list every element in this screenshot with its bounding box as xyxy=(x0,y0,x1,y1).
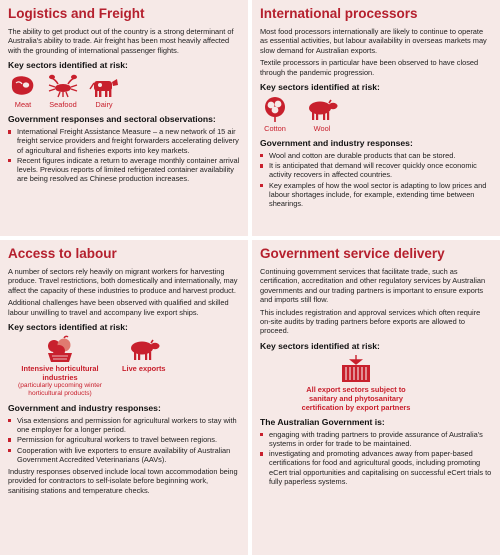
sector-dairy xyxy=(88,73,120,109)
sector-meat xyxy=(8,73,38,109)
sectors-heading: Key sectors identified at risk: xyxy=(8,60,128,71)
sector-wool xyxy=(304,95,340,133)
list-item: Visa extensions and permission for agricultural workers to stay with one employer for a longer period. xyxy=(8,416,240,434)
response-list xyxy=(260,151,492,208)
sectors-heading: Key sectors identified at risk: xyxy=(260,82,380,93)
panel-labour xyxy=(0,240,248,555)
responses-heading: Government and industry responses: xyxy=(8,403,161,414)
sector-label: All export sectors subject to sanitary and phytosanitary certification by export partners xyxy=(301,384,411,412)
outro-text: Industry responses observed include local town accommodation being provided for contractors to self-isolate before beginning work, sanitising stations and temperature checks. xyxy=(8,467,238,495)
list-item: Wool and cotton are durable products that can be stored. xyxy=(260,151,492,160)
sector-horticulture xyxy=(12,335,108,398)
sector-note: (particularly upcoming winter horticultural products) xyxy=(18,382,102,398)
intro-text: Continuing government services that facilitate trade, such as certification, accreditation and other regulatory services by Australian governments and our trading partners is important to ensure exports and imports still flow. xyxy=(260,267,486,305)
list-item: International Freight Assistance Measure – a new network of 15 air freight service providers and freight forwarders accelerating delivery of agricultural and fisheries exports into key markets. xyxy=(8,127,240,155)
intro-text-2: This includes registration and approval services which often require on-site audits by trading partners before exports are allowed to proceed. xyxy=(260,307,481,336)
sector-icons xyxy=(8,73,240,109)
sector-seafood xyxy=(46,73,80,109)
responses-heading: The Australian Government is: xyxy=(260,416,385,427)
sector-label: Dairy xyxy=(95,100,113,110)
panel-title: Logistics and Freight xyxy=(8,6,145,21)
container-icon xyxy=(339,354,373,384)
dairy-icon xyxy=(88,73,120,99)
list-item: Permission for agricultural workers to travel between regions. xyxy=(8,435,240,444)
list-item: Recent figures indicate a return to average monthly container arrival levels. Previous reports of limited refrigerated container availability are being resolved as Chinese production increases. xyxy=(8,156,240,184)
sector-icons xyxy=(260,354,492,412)
list-item: engaging with trading partners to provide assurance of Australia's systems in order for trade to be maintained. xyxy=(260,430,492,448)
sector-label: Seafood xyxy=(49,100,77,110)
sector-label: Intensive horticultural industries xyxy=(21,364,99,383)
intro-text: Most food processors internationally are likely to continue to operate as essential activities, but labour availability in overseas markets may slow demand for Australian exports. xyxy=(260,27,487,55)
sector-all-exports xyxy=(292,354,420,412)
fruit-basket-icon xyxy=(43,335,77,363)
list-item: Cooperation with live exporters to ensure availability of Australian Government Accredited Veterinarians (AAVs). xyxy=(8,446,240,464)
panel-processors xyxy=(252,0,500,236)
sector-label: Cotton xyxy=(264,124,286,134)
sector-icons xyxy=(8,335,240,398)
panel-title: Government service delivery xyxy=(260,246,445,261)
meat-icon xyxy=(8,73,38,99)
sector-icons xyxy=(260,95,492,133)
cotton-icon xyxy=(260,95,290,123)
responses-heading: Government and industry responses: xyxy=(260,138,413,149)
panel-title: International processors xyxy=(260,6,418,21)
list-item: Key examples of how the wool sector is adapting to low prices and labour shortages include, for example, extending time between shearings. xyxy=(260,181,492,209)
sheep-icon xyxy=(126,335,162,363)
sector-label: Meat xyxy=(14,100,32,110)
panel-government xyxy=(252,240,500,555)
list-item: It is anticipated that demand will recover quickly once economic activity recovers in affected countries. xyxy=(260,161,492,179)
sector-live-exports xyxy=(122,335,166,373)
sectors-heading: Key sectors identified at risk: xyxy=(260,340,380,351)
responses-heading: Government responses and sectoral observations: xyxy=(8,114,216,125)
list-item: investigating and promoting advances away from paper-based certifications for food and agricultural goods, including promoting eCert trial opportunities and capitalising on successful eCert trials to fully paperless systems. xyxy=(260,449,492,486)
panel-logistics xyxy=(0,0,248,236)
seafood-icon xyxy=(46,73,80,99)
response-list xyxy=(260,430,492,486)
sector-label: Live exports xyxy=(122,364,166,374)
intro-text: The ability to get product out of the country is a strong determinant of Australia's ability to trade. Air freight has been most heavily affected with the grounding of international passenger flights. xyxy=(8,27,234,55)
intro-text-2: Additional challenges have been observed with qualified and skilled labour unwilling to travel and accompany live export ships. xyxy=(8,298,229,317)
response-list xyxy=(8,416,240,464)
panel-title: Access to labour xyxy=(8,246,117,261)
intro-text: A number of sectors rely heavily on migrant workers for harvesting produce. Travel restrictions, both domestically and internationally, may affect the capacity of these industries to produce and harvest product. xyxy=(8,267,238,295)
sheep-icon xyxy=(304,95,340,123)
sector-cotton xyxy=(260,95,290,133)
sector-label: Wool xyxy=(313,124,331,134)
response-list xyxy=(8,127,240,183)
intro-text-2: Textile processors in particular have been observed to have closed through the pandemic progression. xyxy=(260,58,479,77)
sectors-heading: Key sectors identified at risk: xyxy=(8,322,128,333)
